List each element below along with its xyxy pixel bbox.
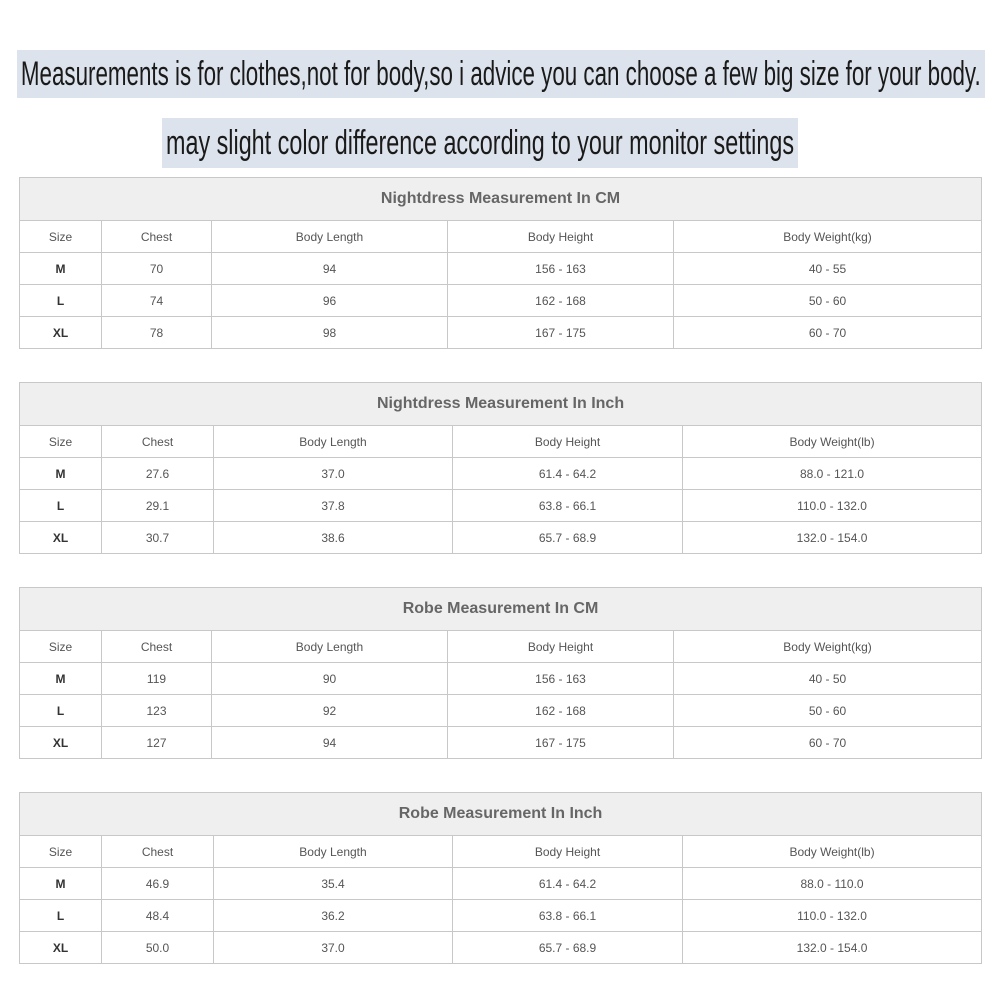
size-cell: L [20,285,102,317]
column-header-body-height: Body Height [453,426,683,458]
body-height-cell: 63.8 - 66.1 [453,900,683,932]
size-cell: M [20,458,102,490]
table-title: Nightdress Measurement In Inch [20,383,982,426]
column-header-chest: Chest [102,221,212,253]
body-weight-cell: 88.0 - 110.0 [683,868,982,900]
body-length-cell: 98 [212,317,448,349]
body-weight-cell: 110.0 - 132.0 [683,900,982,932]
nightdress-cm-table [19,177,982,349]
body-length-cell: 36.2 [214,900,453,932]
column-header-body-height: Body Height [448,221,674,253]
chest-cell: 119 [102,663,212,695]
table-header-row [20,836,982,868]
table-title: Robe Measurement In CM [20,588,982,631]
size-cell: XL [20,317,102,349]
chest-cell: 50.0 [102,932,214,964]
body-weight-cell: 50 - 60 [674,285,982,317]
body-weight-cell: 40 - 55 [674,253,982,285]
body-length-cell: 37.0 [214,458,453,490]
body-length-cell: 37.8 [214,490,453,522]
notice-color-difference [162,118,798,168]
body-weight-cell: 50 - 60 [674,695,982,727]
table-row [20,932,982,964]
column-header-body-length: Body Length [214,426,453,458]
size-cell: XL [20,727,102,759]
table-row [20,317,982,349]
table-row [20,727,982,759]
table-row [20,458,982,490]
chest-cell: 70 [102,253,212,285]
body-weight-cell: 132.0 - 154.0 [683,932,982,964]
column-header-size: Size [20,631,102,663]
table-row [20,490,982,522]
table-title: Nightdress Measurement In CM [20,178,982,221]
chest-cell: 127 [102,727,212,759]
body-length-cell: 94 [212,727,448,759]
table-title: Robe Measurement In Inch [20,793,982,836]
size-cell: M [20,868,102,900]
table-header-row [20,221,982,253]
table-row [20,285,982,317]
robe-inch-table [19,792,982,964]
column-header-chest: Chest [102,631,212,663]
column-header-body-length: Body Length [214,836,453,868]
column-header-chest: Chest [102,836,214,868]
notice-clothes-measurement-text: Measurements is for clothes,not for body,so i advice you can choose a few big size for your body. [21,54,981,93]
body-height-cell: 167 - 175 [448,317,674,349]
table-row [20,522,982,554]
body-height-cell: 61.4 - 64.2 [453,868,683,900]
body-weight-cell: 110.0 - 132.0 [683,490,982,522]
column-header-size: Size [20,221,102,253]
chest-cell: 74 [102,285,212,317]
body-length-cell: 90 [212,663,448,695]
size-cell: L [20,695,102,727]
column-header-body-height: Body Height [448,631,674,663]
table-row [20,663,982,695]
size-cell: M [20,253,102,285]
body-weight-cell: 60 - 70 [674,317,982,349]
body-weight-cell: 40 - 50 [674,663,982,695]
nightdress-inch-table [19,382,982,554]
robe-cm-table [19,587,982,759]
column-header-body-weight: Body Weight(lb) [683,426,982,458]
chest-cell: 78 [102,317,212,349]
body-height-cell: 65.7 - 68.9 [453,522,683,554]
table-header-row [20,426,982,458]
notice-clothes-measurement [17,50,985,98]
chest-cell: 30.7 [102,522,214,554]
table-header-row [20,631,982,663]
size-cell: L [20,900,102,932]
chest-cell: 46.9 [102,868,214,900]
body-height-cell: 162 - 168 [448,695,674,727]
chest-cell: 123 [102,695,212,727]
chest-cell: 29.1 [102,490,214,522]
column-header-size: Size [20,836,102,868]
column-header-body-weight: Body Weight(kg) [674,221,982,253]
body-height-cell: 63.8 - 66.1 [453,490,683,522]
column-header-body-height: Body Height [453,836,683,868]
body-height-cell: 167 - 175 [448,727,674,759]
table-row [20,695,982,727]
table-row [20,900,982,932]
body-height-cell: 156 - 163 [448,253,674,285]
body-length-cell: 94 [212,253,448,285]
column-header-chest: Chest [102,426,214,458]
size-cell: XL [20,932,102,964]
body-weight-cell: 60 - 70 [674,727,982,759]
body-height-cell: 65.7 - 68.9 [453,932,683,964]
body-length-cell: 35.4 [214,868,453,900]
body-length-cell: 37.0 [214,932,453,964]
size-cell: M [20,663,102,695]
column-header-body-length: Body Length [212,221,448,253]
notice-color-difference-text: may slight color difference according to your monitor settings [165,123,795,162]
body-height-cell: 162 - 168 [448,285,674,317]
chest-cell: 27.6 [102,458,214,490]
body-length-cell: 38.6 [214,522,453,554]
chest-cell: 48.4 [102,900,214,932]
body-weight-cell: 132.0 - 154.0 [683,522,982,554]
column-header-size: Size [20,426,102,458]
column-header-body-weight: Body Weight(kg) [674,631,982,663]
column-header-body-length: Body Length [212,631,448,663]
body-height-cell: 61.4 - 64.2 [453,458,683,490]
size-cell: XL [20,522,102,554]
column-header-body-weight: Body Weight(lb) [683,836,982,868]
table-row [20,253,982,285]
body-weight-cell: 88.0 - 121.0 [683,458,982,490]
body-height-cell: 156 - 163 [448,663,674,695]
body-length-cell: 92 [212,695,448,727]
body-length-cell: 96 [212,285,448,317]
size-cell: L [20,490,102,522]
table-row [20,868,982,900]
